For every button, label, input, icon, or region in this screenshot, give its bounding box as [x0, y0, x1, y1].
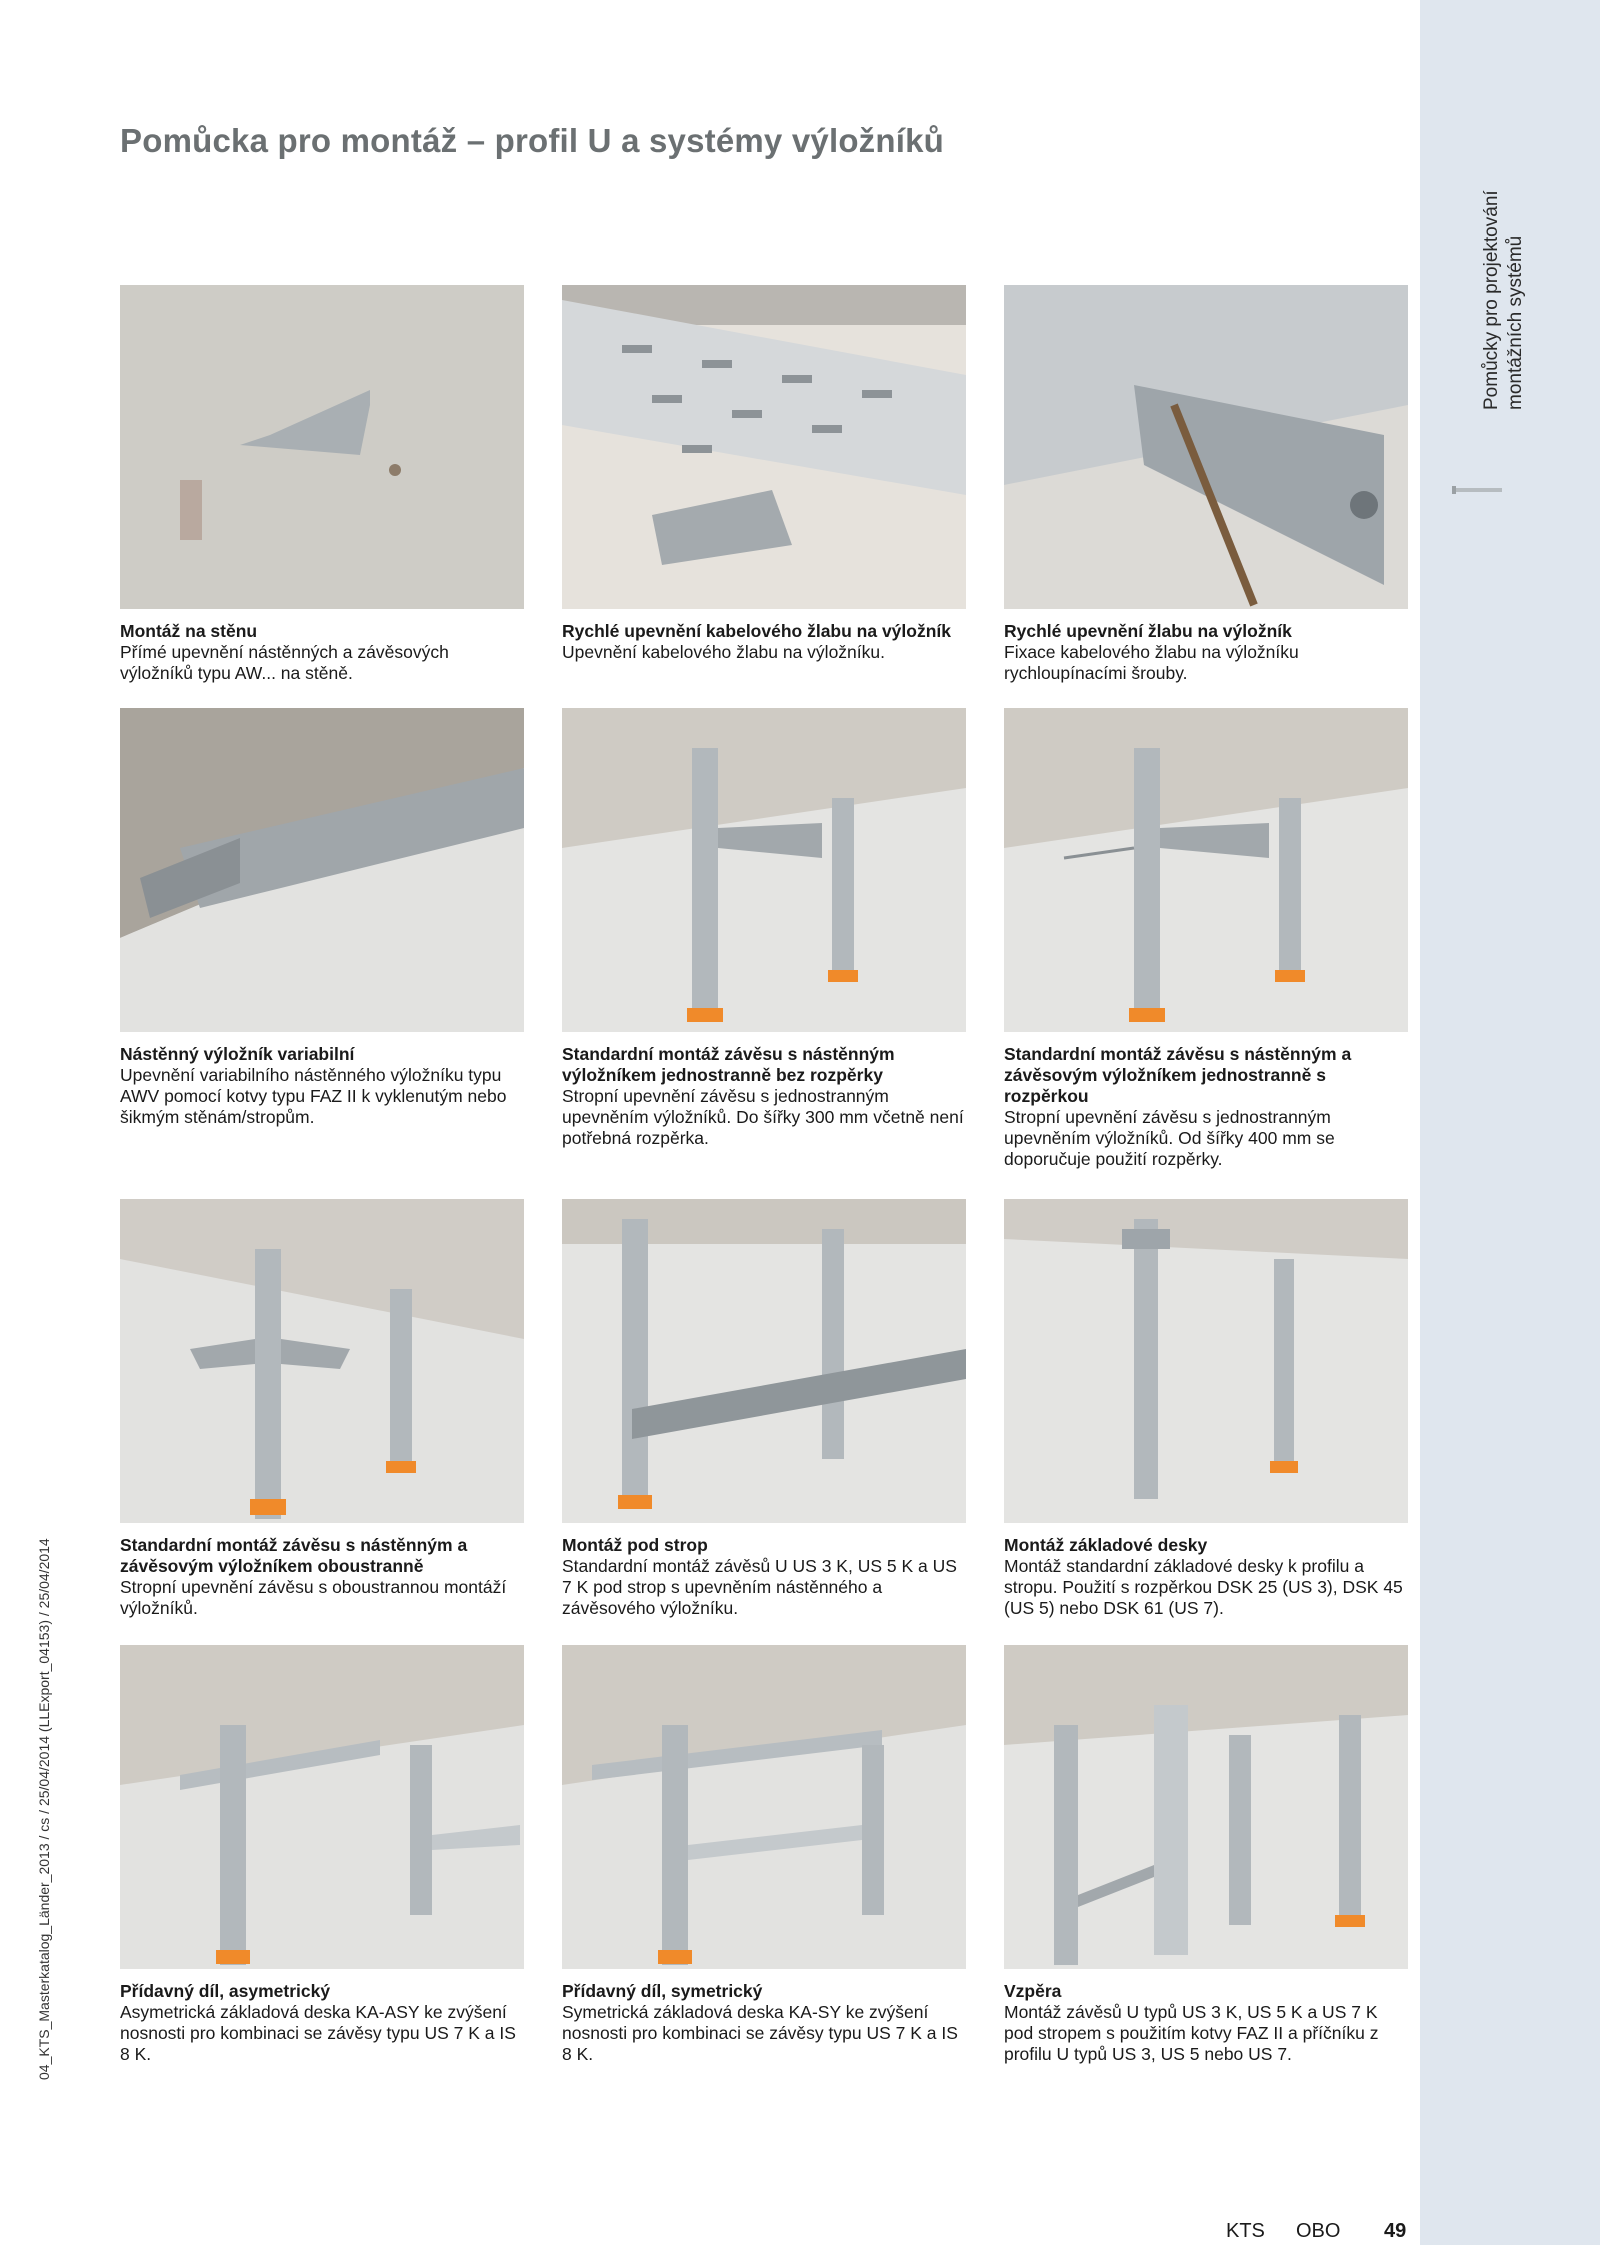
card-addon-symmetric — [562, 1645, 966, 2065]
card-title: Standardní montáž závěsu s nástěnným a závěsovým výložníkem jednostranně s rozpěrkou — [1004, 1044, 1352, 1106]
card-title: Montáž na stěnu — [120, 621, 258, 641]
bracket-icon — [1452, 486, 1504, 494]
card-title: Rychlé upevnění žlabu na výložník — [1004, 621, 1292, 641]
photo-variable-wall-cantilever — [120, 708, 524, 1032]
card-title: Standardní montáž závěsu s nástěnným a závěsovým výložníkem oboustranně — [120, 1535, 468, 1576]
card-title: Rychlé upevnění kabelového žlabu na výložník — [562, 621, 951, 641]
card-wall-mounting — [120, 285, 524, 684]
card-text: Stropní upevnění závěsu s jednostranným upevněním výložníků. Do šířky 300 mm včetně není potřebná rozpěrka. — [562, 1086, 964, 1148]
document-reference: 04_KTS_Masterkatalog_Länder_2013 / cs / 25/04/2014 (LLExport_04153) / 25/04/2014 — [36, 1538, 52, 2080]
card-title: Montáž pod strop — [562, 1535, 708, 1555]
card-text: Upevnění variabilního nástěnného výložníku typu AWV pomocí kotvy typu FAZ II k vyklenutým nebo šikmým stěnám/stropům. — [120, 1065, 507, 1127]
photo-quick-tray-fix — [562, 285, 966, 609]
card-title: Montáž základové desky — [1004, 1535, 1208, 1555]
card-addon-asymmetric — [120, 1645, 524, 2065]
card-hanger-one-sided-no-spacer — [562, 708, 966, 1149]
page-title: Pomůcka pro montáž – profil U a systémy výložníků — [120, 122, 945, 159]
footer-brand-obo: OBO — [1296, 2220, 1341, 2242]
photo-addon-symmetric — [562, 1645, 966, 1969]
card-text: Stropní upevnění závěsu s jednostranným upevněním výložníků. Od šířky 400 mm se doporučuje použití rozpěrky. — [1004, 1107, 1335, 1169]
side-section-label — [1480, 150, 1540, 410]
card-quick-cantilever-fix — [1004, 285, 1408, 684]
card-text: Fixace kabelového žlabu na výložníku rychloupínacími šrouby. — [1004, 642, 1299, 683]
card-text: Upevnění kabelového žlabu na výložníku. — [562, 642, 885, 662]
card-variable-wall-cantilever — [120, 708, 524, 1128]
footer-brand-kts: KTS — [1226, 2220, 1265, 2242]
card-title: Vzpěra — [1004, 1981, 1062, 2001]
card-quick-tray-fix — [562, 285, 966, 663]
card-title: Standardní montáž závěsu s nástěnným výložníkem jednostranně bez rozpěrky — [562, 1044, 895, 1085]
card-text: Symetrická základová deska KA-SY ke zvýšení nosnosti pro kombinaci se závěsy typu US 7 K a IS 8 K. — [562, 2002, 958, 2064]
card-text: Montáž závěsů U typů US 3 K, US 5 K a US 7 K pod stropem s použitím kotvy FAZ II a příčníku z profilu U typů US 3, US 5 nebo US 7. — [1004, 2002, 1379, 2064]
photo-base-plate-mounting — [1004, 1199, 1408, 1523]
card-text: Standardní montáž závěsů U US 3 K, US 5 K a US 7 K pod strop s upevněním nástěnného a závěsového výložníku. — [562, 1556, 957, 1618]
card-ceiling-mounting — [562, 1199, 966, 1619]
card-hanger-two-sided — [120, 1199, 524, 1619]
photo-hanger-one-sided-spacer — [1004, 708, 1408, 1032]
page-number: 49 — [1384, 2220, 1407, 2242]
card-hanger-one-sided-spacer — [1004, 708, 1408, 1170]
side-label-line1: Pomůcky pro projektování — [1481, 190, 1502, 410]
photo-wall-mounting — [120, 285, 524, 609]
photo-strut — [1004, 1645, 1408, 1969]
card-text: Stropní upevnění závěsu s oboustrannou montáží výložníků. — [120, 1577, 507, 1618]
card-base-plate-mounting — [1004, 1199, 1408, 1619]
photo-addon-asymmetric — [120, 1645, 524, 1969]
photo-quick-cantilever-fix — [1004, 285, 1408, 609]
card-title: Přídavný díl, asymetrický — [120, 1981, 331, 2001]
photo-ceiling-mounting — [562, 1199, 966, 1523]
card-title: Nástěnný výložník variabilní — [120, 1044, 355, 1064]
card-text: Asymetrická základová deska KA-ASY ke zvýšení nosnosti pro kombinaci se závěsy typu US 7 K a IS 8 K. — [120, 2002, 516, 2064]
photo-hanger-two-sided — [120, 1199, 524, 1523]
card-strut — [1004, 1645, 1408, 2065]
card-title: Přídavný díl, symetrický — [562, 1981, 763, 2001]
side-label-line2: montážních systémů — [1505, 235, 1526, 410]
photo-hanger-one-sided-no-spacer — [562, 708, 966, 1032]
card-text: Přímé upevnění nástěnných a závěsových výložníků typu AW... na stěně. — [120, 642, 449, 683]
card-text: Montáž standardní základové desky k profilu a stropu. Použití s rozpěrkou DSK 25 (US 3), DSK 45 (US 5) nebo DSK 61 (US 7). — [1004, 1556, 1403, 1618]
